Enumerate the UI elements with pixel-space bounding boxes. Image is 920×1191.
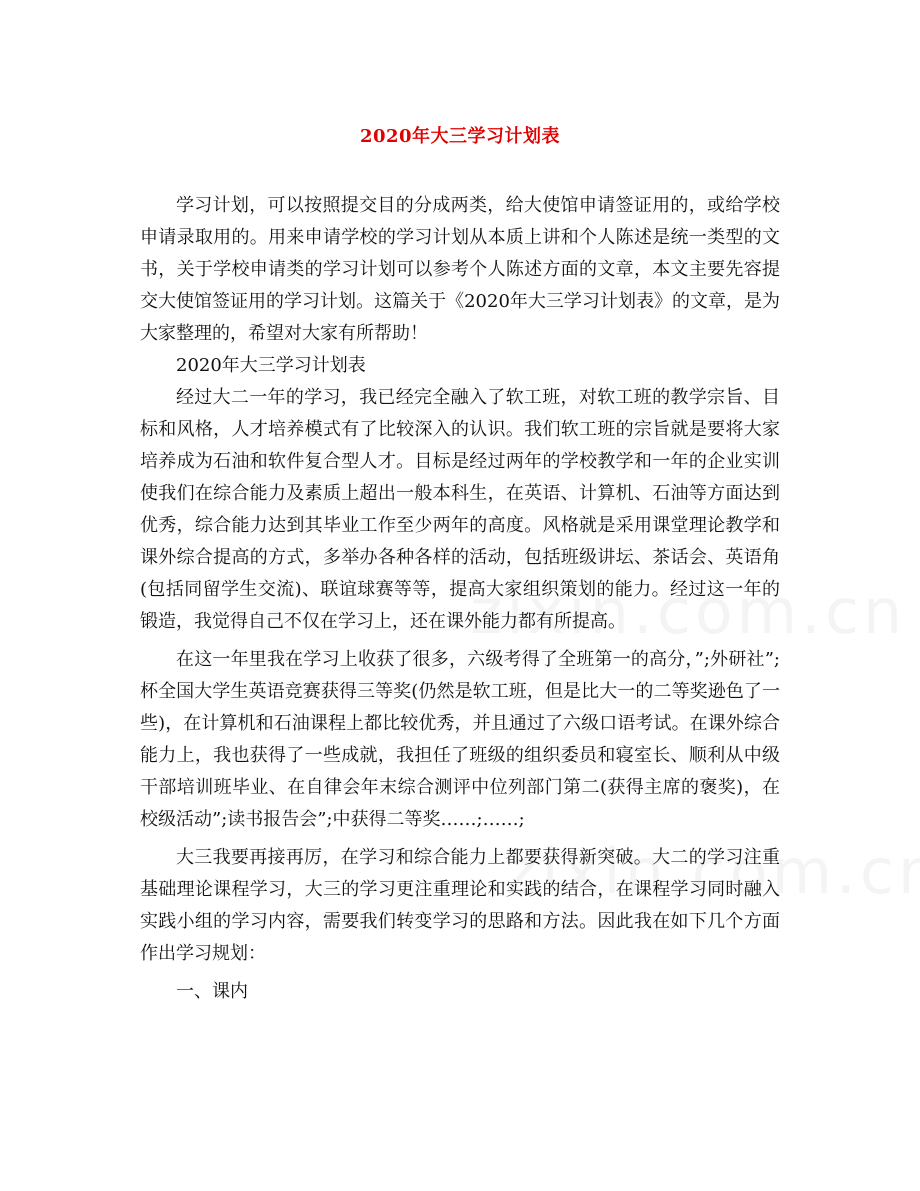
body-paragraph-plan: 大三我要再接再厉，在学习和综合能力上都要获得新突破。大二的学习注重基础理论课程学习，大三的学习更注重理论和实践的结合，在课程学习同时融入实践小组的学习内容，需要我们转变学习的思路和方法。因此我在如下几个方面作出学习规划：: [140, 847, 780, 964]
body-paragraph-review: 经过大二一年的学习，我已经完全融入了软工班，对软工班的教学宗旨、目标和风格，人才培养模式有了比较深入的认识。我们软工班的宗旨就是要将大家培养成为石油和软件复合型人才。目标是经过两年的学校教学和一年的企业实训使我们在综合能力及素质上超出一般本科生，在英语、计算机、石油等方面达到优秀，综合能力达到其毕业工作至少两年的高度。风格就是采用课堂理论教学和课外综合提高的方式，多举办各种各样的活动，包括班级讲坛、茶话会、英语角(包括同留学生交流)、联谊球赛等等，提高大家组织策划的能力。经过这一年的锻造，我觉得自己不仅在学习上，还在课外能力都有所提高。: [140, 387, 780, 632]
document-body: [140, 190, 780, 1008]
section-heading: 2020年大三学习计划表: [176, 355, 366, 376]
body-paragraph-achievements: 在这一年里我在学习上收获了很多，六级考得了全班第一的高分，”;外研社”;杯全国大学生英语竞赛获得三等奖(仍然是软工班，但是比大一的二等奖逊色了一些)，在计算机和石油课程上都比较优秀，并且通过了六级口语考试。在课外综合能力上，我也获得了一些成就，我担任了班级的组织委员和寝室长、顺利从中级干部培训班毕业、在自律会年末综合测评中位列部门第二(获得主席的褒奖)，在校级活动”;读书报告会”;中获得二等奖……;……;: [140, 649, 780, 830]
intro-paragraph: 学习计划，可以按照提交目的分成两类，给大使馆申请签证用的，或给学校申请录取用的。用来申请学校的学习计划从本质上讲和个人陈述是统一类型的文书，关于学校申请类的学习计划可以参考个人陈述方面的文章，本文主要先容提交大使馆签证用的学习计划。这篇关于《2020年大三学习计划表》的文章，是为大家整理的，希望对大家有所帮助！: [140, 195, 780, 344]
document-title: 2020年大三学习计划表: [359, 126, 561, 147]
subsection-heading: 一、课内: [176, 981, 248, 1002]
